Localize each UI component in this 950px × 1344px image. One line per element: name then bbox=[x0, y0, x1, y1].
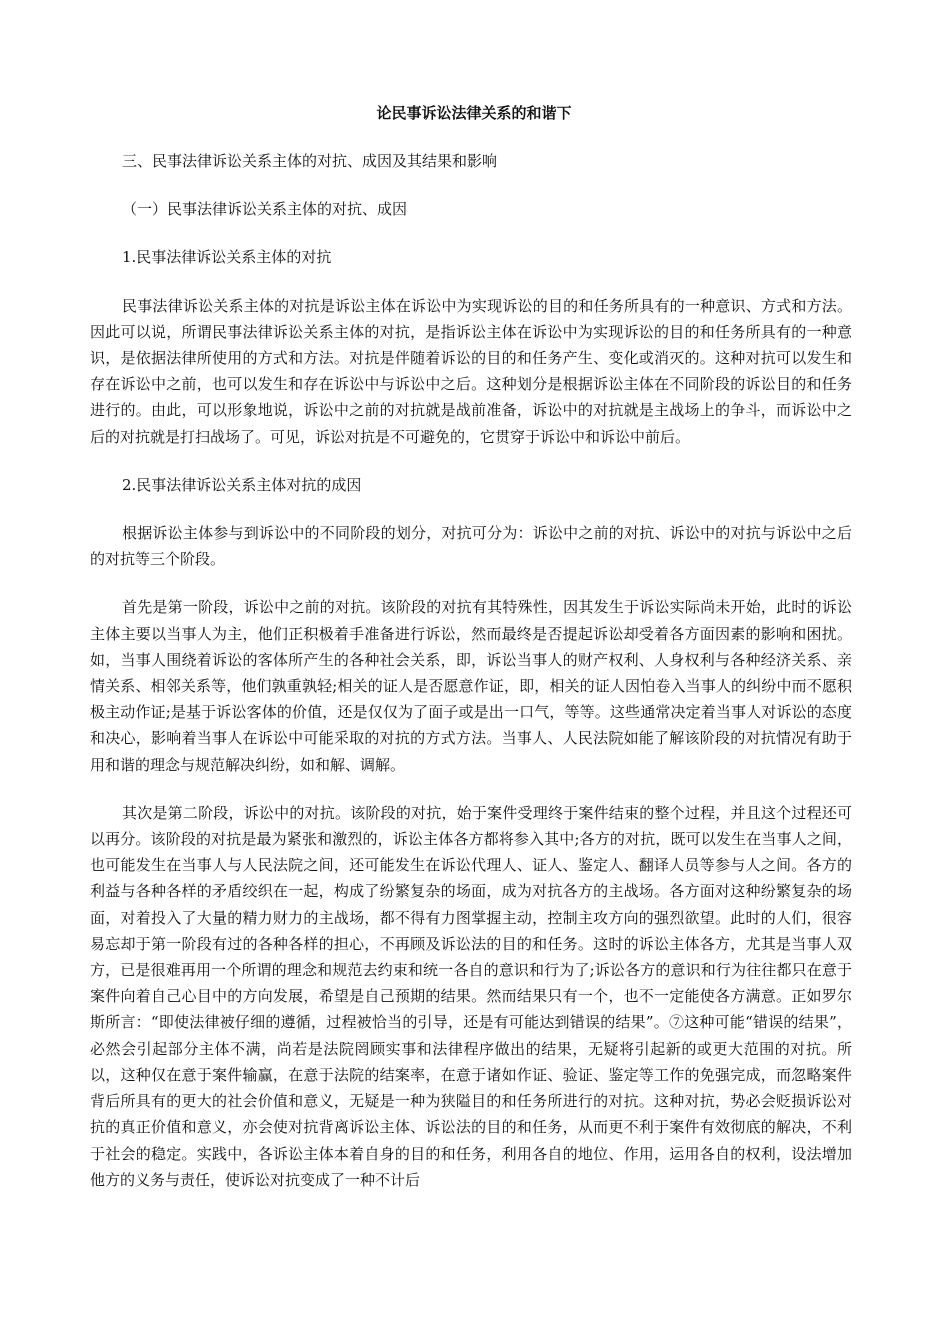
item1-paragraph: 民事法律诉讼关系主体的对抗是诉讼主体在诉讼中为实现诉讼的目的和任务所具有的一种意识、方式和方法。因此可以说，所谓民事法律诉讼关系主体的对抗，是指诉讼主体在诉讼中为实现诉讼的目的和任务所具有的一种意识，是依据法律所使用的方式和方法。对抗是伴随着诉讼的目的和任务产生、变化或消灭的。这种对抗可以发生和存在诉讼中之前，也可以发生和存在诉讼中与诉讼中之后。这种划分是根据诉讼主体在不同阶段的诉讼目的和任务进行的。由此，可以形象地说，诉讼中之前的对抗就是战前准备，诉讼中的对抗就是主战场上的争斗，而诉讼中之后的对抗就是打扫战场了。可见，诉讼对抗是不可避免的，它贯穿于诉讼中和诉讼中前后。 bbox=[90, 296, 852, 446]
section-heading: 三、民事法律诉讼关系主体的对抗、成因及其结果和影响 bbox=[122, 152, 498, 170]
item2-paragraph-1: 根据诉讼主体参与到诉讼中的不同阶段的划分，对抗可分为：诉讼中之前的对抗、诉讼中的对抗与诉讼中之后的对抗等三个阶段。 bbox=[90, 524, 852, 569]
item2-paragraph-3: 其次是第二阶段，诉讼中的对抗。该阶段的对抗，始于案件受理终于案件结束的整个过程，并且这个过程还可以再分。该阶段的对抗是最为紧张和激烈的，诉讼主体各方都将参入其中;各方的对抗，既可以发生在当事人之间，也可能发生在当事人与人民法院之间，还可能发生在诉讼代理人、证人、鉴定人、翻译人员等参与人之间。各方的利益与各种各样的矛盾绞织在一起，构成了纷繁复杂的场面，成为对抗各方的主战场。各方面对这种纷繁复杂的场面，对着投入了大量的精力财力的主战场，都不得有力图掌握主动，控制主攻方向的强烈欲望。此时的人们，很容易忘却于第一阶段有过的各种各样的担心，不再顾及诉讼法的目的和任务。这时的诉讼主体各方，尤其是当事人双方，已是很难再用一个所谓的理念和规范去约束和统一各自的意识和行为了;诉讼各方的意识和行为往往都只在意于案件向着自己心目中的方向发展，希望是自己预期的结果。然而结果只有一个，也不一定能使各方满意。正如罗尔斯所言：“即使法律被仔细的遵循，过程被恰当的引导，还是有可能达到错误的结果”。⑦这种可能“错误的结果”，必然会引起部分主体不满，尚若是法院罔顾实事和法律程序做出的结果，无疑将引起新的或更大范围的对抗。所以，这种仅在意于案件输赢，在意于法院的结案率，在意于诸如作证、验证、鉴定等工作的免强完成，而忽略案件背后所具有的更大的社会价值和意义，无疑是一种为狭隘目的和任务所进行的对抗。这种对抗，势必会贬损诉讼对抗的真正价值和意义，亦会使对抗背离诉讼主体、诉讼法的目的和任务，从而更不利于案件有效彻底的解决，不利于社会的稳定。实践中，各诉讼主体本着自身的目的和任务，利用各自的地位、作用，运用各自的权利，设法增加他方的义务与责任，使诉讼对抗变成了一种不计后 bbox=[90, 803, 852, 1189]
item1-heading: 1.民事法律诉讼关系主体的对抗 bbox=[122, 248, 332, 267]
subsection-heading: （一）民事法律诉讼关系主体的对抗、成因 bbox=[122, 200, 408, 219]
document-title: 论民事诉讼法律关系的和谐下 bbox=[376, 104, 572, 122]
document-page bbox=[90, 100, 852, 1215]
item2-paragraph-2: 首先是第一阶段，诉讼中之前的对抗。该阶段的对抗有其特殊性，因其发生于诉讼实际尚未开始，此时的诉讼主体主要以当事人为主，他们正积极着手准备进行诉讼，然而最终是否提起诉讼却受着各方面因素的影响和困扰。如，当事人围绕着诉讼的客体所产生的各种社会关系，即，诉讼当事人的财产权利、人身权利与各种经济关系、亲情关系、相邻关系等，他们孰重孰轻;相关的证人是否愿意作证，即，相关的证人因怕卷入当事人的纠纷中而不愿积极主动作证;是基于诉讼客体的价值，还是仅仅为了面子或是出一口气，等等。这些通常决定着当事人对诉讼的态度和决心，影响着当事人在诉讼中可能采取的对抗的方式方法。当事人、人民法院如能了解该阶段的对抗情况有助于用和谐的理念与规范解决纠纷，如和解、调解。 bbox=[90, 598, 852, 774]
item2-heading: 2.民事法律诉讼关系主体对抗的成因 bbox=[122, 475, 362, 494]
